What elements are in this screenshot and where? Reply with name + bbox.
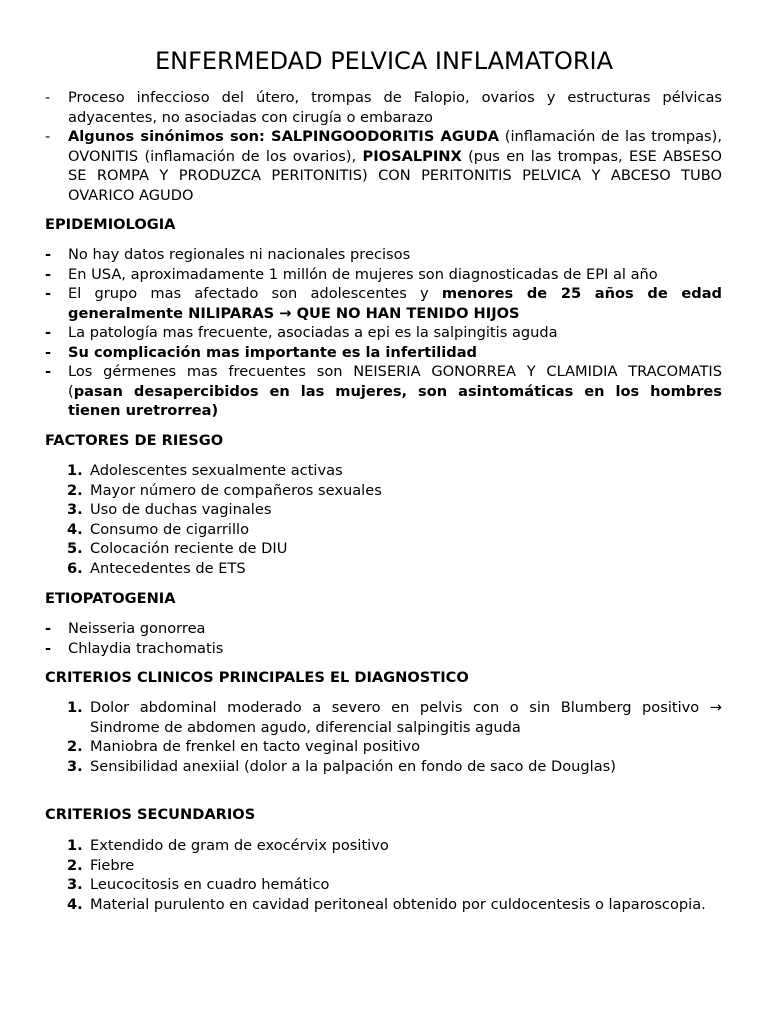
list-marker: - [45,343,52,361]
list-marker: - [45,265,52,283]
list-number: 3. [67,876,83,893]
list-item-text: Extendido de gram de exocérvix positivo [90,837,389,854]
list-item [45,895,722,915]
list-item-text: Mayor número de compañeros sexuales [90,481,382,499]
epidemiologia-list [45,245,722,421]
list-number: 4. [67,895,83,913]
list-item-text: Leucocitosis en cuadro hemático [90,876,330,893]
list-item-text: Uso de duchas vaginales [90,501,272,518]
list-item [45,856,722,876]
list-item-bold: menores de 25 años de edad generalmente NILIPARAS → QUE NO HAN TENIDO HIJOS [68,285,722,322]
list-item [45,875,722,895]
list-item-bold: Su complicación mas importante es la infertilidad [68,343,477,361]
list-number: 4. [67,520,83,538]
list-marker: - [45,128,51,145]
list-marker: - [45,324,52,341]
section-heading: CRITERIOS CLINICOS PRINCIPALES EL DIAGNOSTICO [45,669,469,686]
intro-item-text: (inflamación de las trompas), OVONITIS (inflamación de los ovarios), [68,128,722,165]
etiopatogenia-list [45,619,722,658]
list-marker: - [45,620,52,637]
list-item-text: En USA, aproximadamente 1 millón de mujeres son diagnosticadas de EPI al año [68,265,658,283]
list-item [45,619,722,639]
list-item [45,757,722,777]
list-item-text: Antecedentes de ETS [90,559,246,577]
criterios-principales-section [45,668,722,688]
factores-list-block [45,461,722,578]
list-item [45,639,722,659]
etiopatogenia-section [45,589,722,609]
list-item [45,362,722,421]
list-number: 2. [67,481,83,499]
list-item-text: Dolor abdominal moderado a severo en pelvis con o sin Blumberg positivo → Sindrome de abdomen agudo, diferencial salpingitis aguda [90,699,722,736]
list-item [45,284,722,323]
list-number: 1. [67,462,83,479]
list-item [45,343,722,363]
list-item [45,698,722,737]
criterios-secundarios-section [45,805,722,825]
intro-item-bold: Algunos sinónimos son: SALPINGOODORITIS AGUDA [68,128,500,145]
list-item [45,88,722,127]
section-heading: ETIOPATOGENIA [45,590,176,607]
intro-section [45,88,722,205]
list-number: 1. [67,837,83,854]
list-item-text: Consumo de cigarrillo [90,520,250,538]
list-marker: - [45,285,52,302]
criterios-secundarios-list [45,836,722,914]
list-item [45,559,722,579]
list-item [45,323,722,343]
epidemiologia-section [45,215,722,235]
list-number: 5. [67,540,83,557]
list-item [45,481,722,501]
epidemiologia-list-block [45,245,722,421]
list-item-text: Material purulento en cavidad peritoneal obtenido por culdocentesis o laparoscopia. [90,895,706,913]
list-number: 1. [67,699,83,716]
list-item-bold: pasan desapercibidos en las mujeres, son asintomáticas en los hombres tienen uretrorrea) [68,382,722,419]
list-number: 2. [67,856,83,874]
section-heading: EPIDEMIOLOGIA [45,216,176,233]
list-item-text: No hay datos regionales ni nacionales precisos [68,246,411,263]
list-item [45,461,722,481]
criterios-secundarios-list-block [45,836,722,914]
intro-list [45,88,722,205]
list-item [45,245,722,265]
list-item [45,265,722,285]
criterios-principales-list-block [45,698,722,776]
list-item-text: Maniobra de frenkel en tacto veginal positivo [90,738,420,755]
list-marker: - [45,639,52,657]
list-number: 2. [67,738,83,755]
list-item-text: Adolescentes sexualmente activas [90,462,343,479]
intro-item-text: (pus en las trompas, ESE ABSESO SE ROMPA Y PRODUZCA PERITONITIS) CON PERITONITIS PELVICA Y ABCESO TUBO OVARICO AGUDO [68,147,722,204]
section-heading: CRITERIOS SECUNDARIOS [45,806,256,823]
list-item-text: La patología mas frecuente, asociadas a epi es la salpingitis aguda [68,324,558,341]
list-item [45,520,722,540]
intro-item-text: Proceso infeccioso del útero, trompas de Falopio, ovarios y estructuras pélvicas adyacentes, no asociadas con cirugía o embarazo [68,89,722,126]
section-heading: FACTORES DE RIESGO [45,432,224,449]
list-item-text: Chlaydia trachomatis [68,639,224,657]
list-item-text: Fiebre [90,856,135,874]
list-item-text: Neisseria gonorrea [68,620,206,637]
intro-item-bold: PIOSALPINX [362,147,462,165]
document-title: ENFERMEDAD PELVICA INFLAMATORIA [154,47,614,75]
criterios-principales-list [45,698,722,776]
list-item [45,127,722,205]
list-item-text: Los gérmenes mas frecuentes son NEISERIA GONORREA Y CLAMIDIA TRACOMATIS ( [68,363,722,400]
factores-section [45,431,722,451]
etiopatogenia-list-block [45,619,722,658]
list-number: 3. [67,757,83,775]
list-item [45,539,722,559]
list-marker: - [45,363,52,380]
list-item-text: Colocación reciente de DIU [90,540,288,557]
list-marker: - [45,246,52,263]
list-marker: - [45,89,51,106]
factores-list [45,461,722,578]
list-item [45,500,722,520]
list-number: 6. [67,559,83,577]
list-item-text: El grupo mas afectado son adolescentes y [68,285,442,302]
list-number: 3. [67,501,83,518]
list-item [45,836,722,856]
list-item-text: Sensibilidad anexiial (dolor a la palpación en fondo de saco de Douglas) [90,757,616,775]
list-item [45,737,722,757]
